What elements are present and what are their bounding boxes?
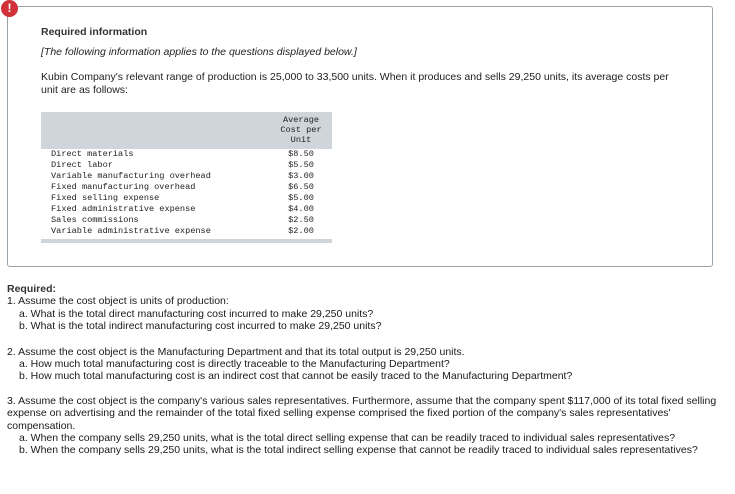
cost-table [41,112,332,243]
row-label: Fixed administrative expense [51,204,196,214]
row-value: $2.00 [288,226,314,236]
required-information-panel [7,6,713,267]
alert-icon: ! [1,0,18,17]
row-label: Fixed selling expense [51,193,160,203]
question-2a: a. How much total manufacturing cost is directly traceable to the Manufacturing Department? [19,358,450,371]
question-3: 3. Assume the cost object is the company's various sales representatives. Furthermore, assume that the company spent $117,000 of its total fixed selling expense on advertising and the remainder of the total fixed selling expense comprised the fixed portion of the company's sales representatives' compensation. [7,394,717,432]
info-title: Required information [41,26,148,38]
row-label: Direct materials [51,149,134,159]
row-label: Sales commissions [51,215,139,225]
row-label: Direct labor [51,160,113,170]
question-3a: a. When the company sells 29,250 units, what is the total direct selling expense that can be readily traced to individual sales representatives? [19,432,676,445]
table-row [41,182,332,193]
table-row [41,171,332,182]
row-value: $4.00 [288,204,314,214]
table-row [41,215,332,226]
table-row [41,160,332,171]
table-body [41,149,332,239]
table-row [41,149,332,160]
table-row [41,193,332,204]
row-value: $5.50 [288,160,314,170]
row-value: $6.50 [288,182,314,192]
required-title: Required: [7,283,57,295]
table-column-header: Average Cost per Unit [280,115,322,145]
row-label: Fixed manufacturing overhead [51,182,196,192]
question-3b: b. When the company sells 29,250 units, what is the total indirect selling expense that cannot be readily traced to individual sales representatives? [19,444,698,457]
row-label: Variable manufacturing overhead [51,171,211,181]
row-value: $5.00 [288,193,314,203]
row-value: $8.50 [288,149,314,159]
question-1b: b. What is the total indirect manufacturing cost incurred to make 29,250 units? [19,320,382,333]
table-row [41,226,332,237]
required-questions [7,283,722,457]
row-value: $2.50 [288,215,314,225]
row-value: $3.00 [288,171,314,181]
question-1: 1. Assume the cost object is units of production: [7,295,229,308]
question-2: 2. Assume the cost object is the Manufacturing Department and that its total output is 29,250 units. [7,345,465,358]
row-label: Variable administrative expense [51,226,211,236]
question-1a: a. What is the total direct manufacturing cost incurred to make 29,250 units? [19,307,374,320]
table-row [41,204,332,215]
info-note: [The following information applies to the questions displayed below.] [41,46,357,58]
question-2b: b. How much total manufacturing cost is an indirect cost that cannot be easily traced to the Manufacturing Department? [19,370,573,383]
info-text: Kubin Company's relevant range of production is 25,000 to 33,500 units. When it produces and sells 29,250 units, its average costs per unit are as follows: [41,71,669,96]
